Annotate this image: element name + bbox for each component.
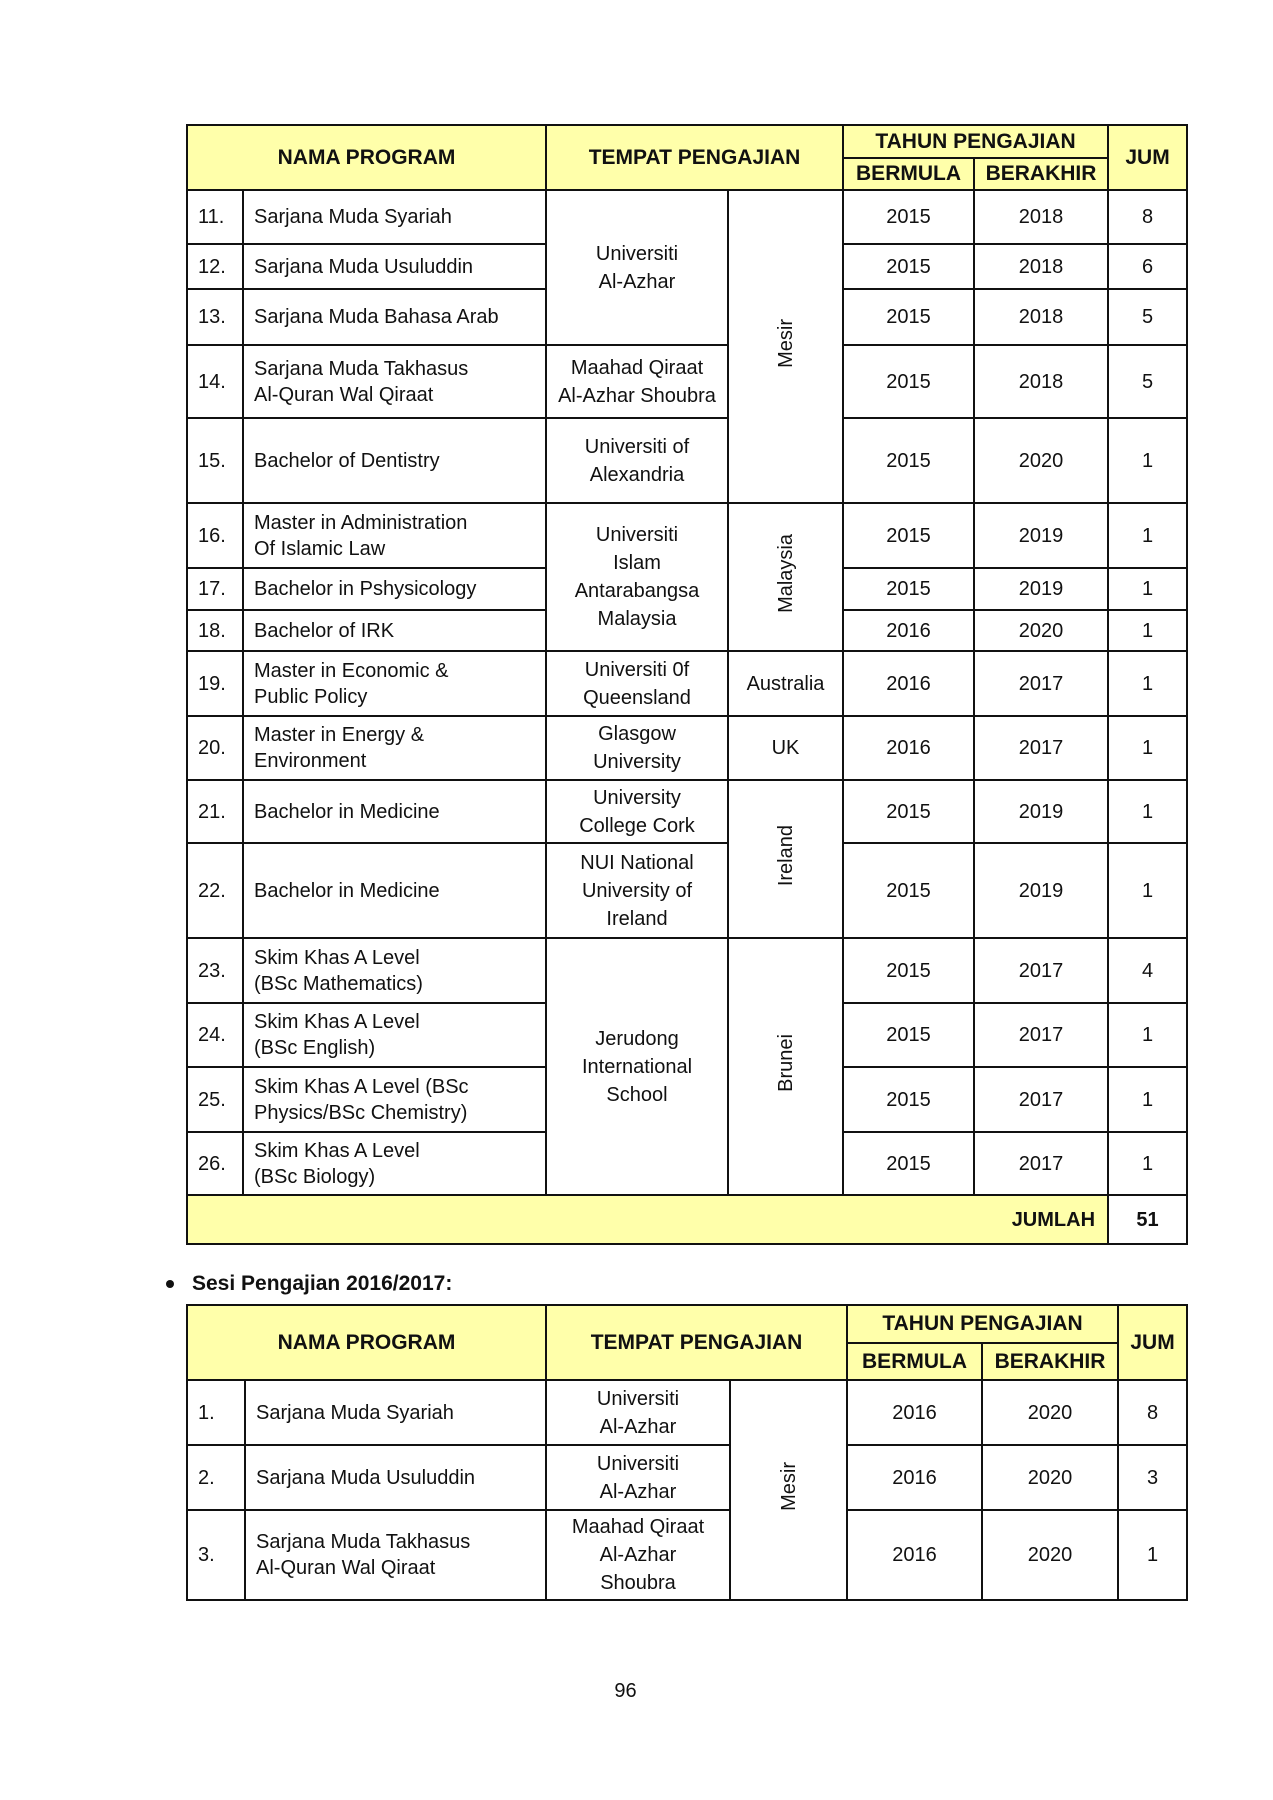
end-year: 2020: [982, 1445, 1118, 1510]
total-row: [187, 1195, 1187, 1244]
end-year: 2018: [974, 244, 1108, 289]
count: 1: [1108, 1067, 1187, 1132]
start-year: 2015: [843, 1132, 974, 1195]
country: UK: [728, 716, 843, 780]
table-row: [187, 1510, 1187, 1600]
country: Mesir: [774, 318, 797, 368]
study-place: Universiti Al-Azhar: [546, 1445, 730, 1510]
table-row: [187, 503, 1187, 568]
end-year: 2020: [982, 1510, 1118, 1600]
program-name: Sarjana Muda Syariah: [243, 190, 546, 244]
row-number: 12.: [187, 244, 243, 289]
count: 1: [1108, 418, 1187, 503]
country-cell: [728, 503, 843, 651]
program-name: Sarjana Muda Takhasus Al-Quran Wal Qiraat: [243, 345, 546, 418]
start-year: 2016: [843, 716, 974, 780]
start-year: 2015: [843, 289, 974, 345]
start-year: 2015: [843, 780, 974, 843]
program-name: Sarjana Muda Usuluddin: [245, 1445, 546, 1510]
program-name: Skim Khas A Level (BSc Mathematics): [243, 938, 546, 1003]
total-value: 51: [1108, 1195, 1187, 1244]
program-name: Sarjana Muda Takhasus Al-Quran Wal Qiraat: [245, 1510, 546, 1600]
country: Brunei: [774, 1034, 797, 1092]
table-row: [187, 716, 1187, 780]
table-row: [187, 418, 1187, 503]
start-year: 2016: [847, 1510, 982, 1600]
table-row: [187, 1445, 1187, 1510]
study-place: Maahad Qiraat Al-Azhar Shoubra: [546, 1510, 730, 1600]
study-place: Maahad Qiraat Al-Azhar Shoubra: [546, 345, 728, 418]
table-row: [187, 1380, 1187, 1445]
program-name: Master in Energy & Environment: [243, 716, 546, 780]
start-year: 2015: [843, 244, 974, 289]
country: Australia: [728, 651, 843, 716]
program-name: Sarjana Muda Bahasa Arab: [243, 289, 546, 345]
start-year: 2015: [843, 503, 974, 568]
end-year: 2020: [974, 418, 1108, 503]
table-row: [187, 780, 1187, 843]
end-year: 2018: [974, 190, 1108, 244]
study-place: Glasgow University: [546, 716, 728, 780]
session-heading-text: Sesi Pengajian 2016/2017:: [192, 1272, 453, 1295]
table-body: [187, 1380, 1187, 1600]
study-place: University College Cork: [546, 780, 728, 843]
start-year: 2016: [847, 1445, 982, 1510]
table-row: [187, 345, 1187, 418]
programs-table-2016: [186, 1304, 1188, 1601]
count: 1: [1108, 843, 1187, 938]
table-row: [187, 651, 1187, 716]
row-number: 18.: [187, 610, 243, 651]
end-year: 2018: [974, 289, 1108, 345]
header-bermula: BERMULA: [847, 1343, 982, 1380]
count: 4: [1108, 938, 1187, 1003]
start-year: 2015: [843, 190, 974, 244]
header-nama-program: NAMA PROGRAM: [187, 1305, 546, 1380]
start-year: 2015: [843, 568, 974, 610]
table-row: [187, 190, 1187, 244]
count: 1: [1108, 610, 1187, 651]
program-name: Bachelor of Dentistry: [243, 418, 546, 503]
count: 1: [1108, 651, 1187, 716]
start-year: 2015: [843, 843, 974, 938]
count: 1: [1108, 1003, 1187, 1067]
table-body: [187, 190, 1187, 1244]
country: Ireland: [774, 824, 797, 887]
row-number: 15.: [187, 418, 243, 503]
start-year: 2015: [843, 345, 974, 418]
program-name: Bachelor in Medicine: [243, 843, 546, 938]
program-name: Sarjana Muda Syariah: [245, 1380, 546, 1445]
end-year: 2017: [974, 716, 1108, 780]
count: 1: [1108, 780, 1187, 843]
end-year: 2017: [974, 938, 1108, 1003]
header-tempat-pengajian: TEMPAT PENGAJIAN: [546, 125, 843, 190]
end-year: 2017: [974, 651, 1108, 716]
study-place: NUI National University of Ireland: [546, 843, 728, 938]
count: 1: [1108, 503, 1187, 568]
program-name: Bachelor of IRK: [243, 610, 546, 651]
row-number: 21.: [187, 780, 243, 843]
header-tahun-pengajian: TAHUN PENGAJIAN: [843, 125, 1108, 158]
end-year: 2017: [974, 1003, 1108, 1067]
program-name: Bachelor in Pshysicology: [243, 568, 546, 610]
study-place: Universiti Islam Antarabangsa Malaysia: [546, 503, 728, 651]
header-tempat-pengajian: TEMPAT PENGAJIAN: [546, 1305, 847, 1380]
program-name: Master in Economic & Public Policy: [243, 651, 546, 716]
total-label: JUMLAH: [187, 1195, 1108, 1244]
row-number: 1.: [187, 1380, 245, 1445]
program-name: Skim Khas A Level (BSc Physics/BSc Chemistry): [243, 1067, 546, 1132]
end-year: 2017: [974, 1132, 1108, 1195]
programs-table-2015: [186, 124, 1188, 1245]
study-place: Universiti 0f Queensland: [546, 651, 728, 716]
program-name: Skim Khas A Level (BSc Biology): [243, 1132, 546, 1195]
row-number: 26.: [187, 1132, 243, 1195]
row-number: 3.: [187, 1510, 245, 1600]
program-name: Master in Administration Of Islamic Law: [243, 503, 546, 568]
end-year: 2019: [974, 568, 1108, 610]
header-bermula: BERMULA: [843, 158, 974, 190]
count: 1: [1108, 568, 1187, 610]
end-year: 2019: [974, 843, 1108, 938]
program-name: Skim Khas A Level (BSc English): [243, 1003, 546, 1067]
table-row: [187, 843, 1187, 938]
count: 1: [1108, 716, 1187, 780]
country: Mesir: [777, 1462, 800, 1511]
row-number: 23.: [187, 938, 243, 1003]
program-name: Bachelor in Medicine: [243, 780, 546, 843]
header-nama-program: NAMA PROGRAM: [187, 125, 546, 190]
count: 1: [1118, 1510, 1187, 1600]
row-number: 22.: [187, 843, 243, 938]
count: 8: [1118, 1380, 1187, 1445]
header-jum: JUM: [1108, 125, 1187, 190]
row-number: 24.: [187, 1003, 243, 1067]
start-year: 2015: [843, 1067, 974, 1132]
study-place: Universiti Al-Azhar: [546, 1380, 730, 1445]
study-place: Universiti Al-Azhar: [546, 190, 728, 345]
country-cell: [728, 190, 843, 503]
row-number: 19.: [187, 651, 243, 716]
end-year: 2019: [974, 780, 1108, 843]
study-place: Universiti of Alexandria: [546, 418, 728, 503]
start-year: 2015: [843, 1003, 974, 1067]
row-number: 2.: [187, 1445, 245, 1510]
row-number: 14.: [187, 345, 243, 418]
country-cell: [728, 780, 843, 938]
start-year: 2015: [843, 938, 974, 1003]
start-year: 2015: [843, 418, 974, 503]
count: 8: [1108, 190, 1187, 244]
header-tahun-pengajian: TAHUN PENGAJIAN: [847, 1305, 1118, 1343]
end-year: 2020: [982, 1380, 1118, 1445]
row-number: 13.: [187, 289, 243, 345]
start-year: 2016: [843, 610, 974, 651]
count: 5: [1108, 289, 1187, 345]
count: 5: [1108, 345, 1187, 418]
row-number: 16.: [187, 503, 243, 568]
start-year: 2016: [843, 651, 974, 716]
country-cell: [730, 1380, 847, 1600]
bullet-icon: [166, 1280, 174, 1288]
header-berakhir: BERAKHIR: [974, 158, 1108, 190]
session-heading: [166, 1272, 452, 1296]
end-year: 2017: [974, 1067, 1108, 1132]
program-name: Sarjana Muda Usuluddin: [243, 244, 546, 289]
header-jum: JUM: [1118, 1305, 1187, 1380]
row-number: 11.: [187, 190, 243, 244]
start-year: 2016: [847, 1380, 982, 1445]
count: 1: [1108, 1132, 1187, 1195]
page-number: 96: [614, 1680, 637, 1702]
country: Malaysia: [774, 534, 797, 613]
end-year: 2018: [974, 345, 1108, 418]
row-number: 17.: [187, 568, 243, 610]
count: 6: [1108, 244, 1187, 289]
count: 3: [1118, 1445, 1187, 1510]
header-berakhir: BERAKHIR: [982, 1343, 1118, 1380]
country-cell: [728, 938, 843, 1195]
row-number: 20.: [187, 716, 243, 780]
end-year: 2019: [974, 503, 1108, 568]
end-year: 2020: [974, 610, 1108, 651]
study-place: Jerudong International School: [546, 938, 728, 1195]
table-row: [187, 938, 1187, 1003]
row-number: 25.: [187, 1067, 243, 1132]
